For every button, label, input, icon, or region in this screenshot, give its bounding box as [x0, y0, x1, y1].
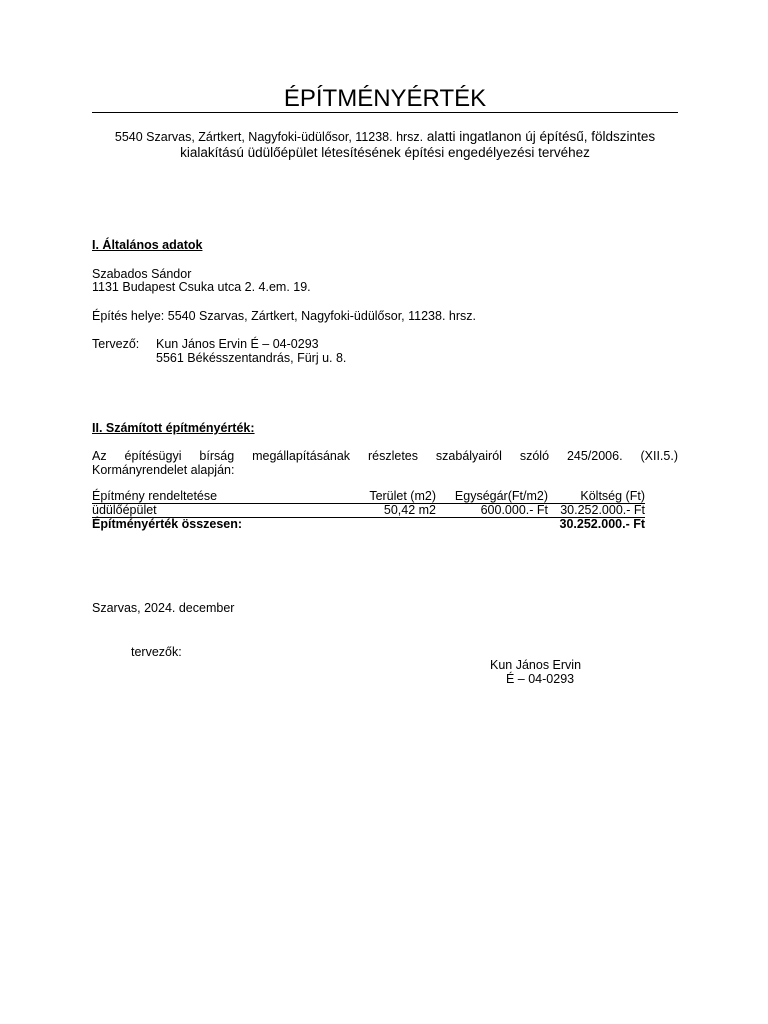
- cell-unit-price: 600.000.- Ft: [480, 503, 548, 517]
- table-row: [92, 504, 645, 518]
- section-general-heading: I. Általános adatok: [92, 238, 203, 252]
- cell-cost: 30.252.000.- Ft: [560, 503, 645, 517]
- subtitle-line2: kialakítású üdülőépület létesítésének építési engedélyezési tervéhez: [180, 145, 590, 160]
- designer-name: Kun János Ervin É – 04-0293: [156, 337, 319, 351]
- cell-purpose: üdülőépület: [92, 503, 157, 517]
- section-calculated-heading: II. Számított építményérték:: [92, 421, 255, 435]
- total-value: 30.252.000.- Ft: [559, 517, 645, 531]
- value-table: [92, 490, 645, 531]
- header-unit-price: Egységár(Ft/m2): [454, 489, 548, 503]
- signer-id: É – 04-0293: [506, 672, 575, 686]
- designer-label: Tervező:: [92, 337, 140, 351]
- document-title: ÉPÍTMÉNYÉRTÉK: [283, 85, 487, 112]
- header-purpose: Építmény rendeltetése: [92, 489, 218, 503]
- signer-name: Kun János Ervin: [490, 658, 582, 672]
- total-label: Építményérték összesen:: [92, 517, 243, 531]
- cell-area: 50,42 m2: [383, 503, 436, 517]
- header-cost: Költség (Ft): [580, 489, 645, 503]
- subtitle-location: 5540 Szarvas, Zártkert, Nagyfoki-üdülősor, 11238. hrsz.: [114, 130, 424, 144]
- title-underline: [92, 112, 678, 113]
- designers-label: tervezők:: [131, 645, 182, 659]
- designer-address: 5561 Békésszentandrás, Fürj u. 8.: [156, 351, 347, 365]
- place-and-date: Szarvas, 2024. december: [92, 601, 235, 615]
- document-subtitle: [92, 129, 678, 161]
- legal-basis-line1: Az építésügyi bírság megállapításának részletes szabályairól szóló 245/2006. (XII.5.): [92, 449, 678, 463]
- owner-address: 1131 Budapest Csuka utca 2. 4.em. 19.: [92, 280, 311, 294]
- header-area: Terület (m2): [369, 489, 436, 503]
- legal-basis-line2: Kormányrendelet alapján:: [92, 463, 235, 477]
- construction-site: Építés helye: 5540 Szarvas, Zártkert, Nagyfoki-üdülősor, 11238. hrsz.: [92, 309, 476, 323]
- table-total-row: [92, 518, 645, 531]
- subtitle-line1-rest: alatti ingatlanon új építésű, földszintes: [423, 129, 656, 144]
- owner-name: Szabados Sándor: [92, 267, 192, 281]
- table-header-row: [92, 490, 645, 504]
